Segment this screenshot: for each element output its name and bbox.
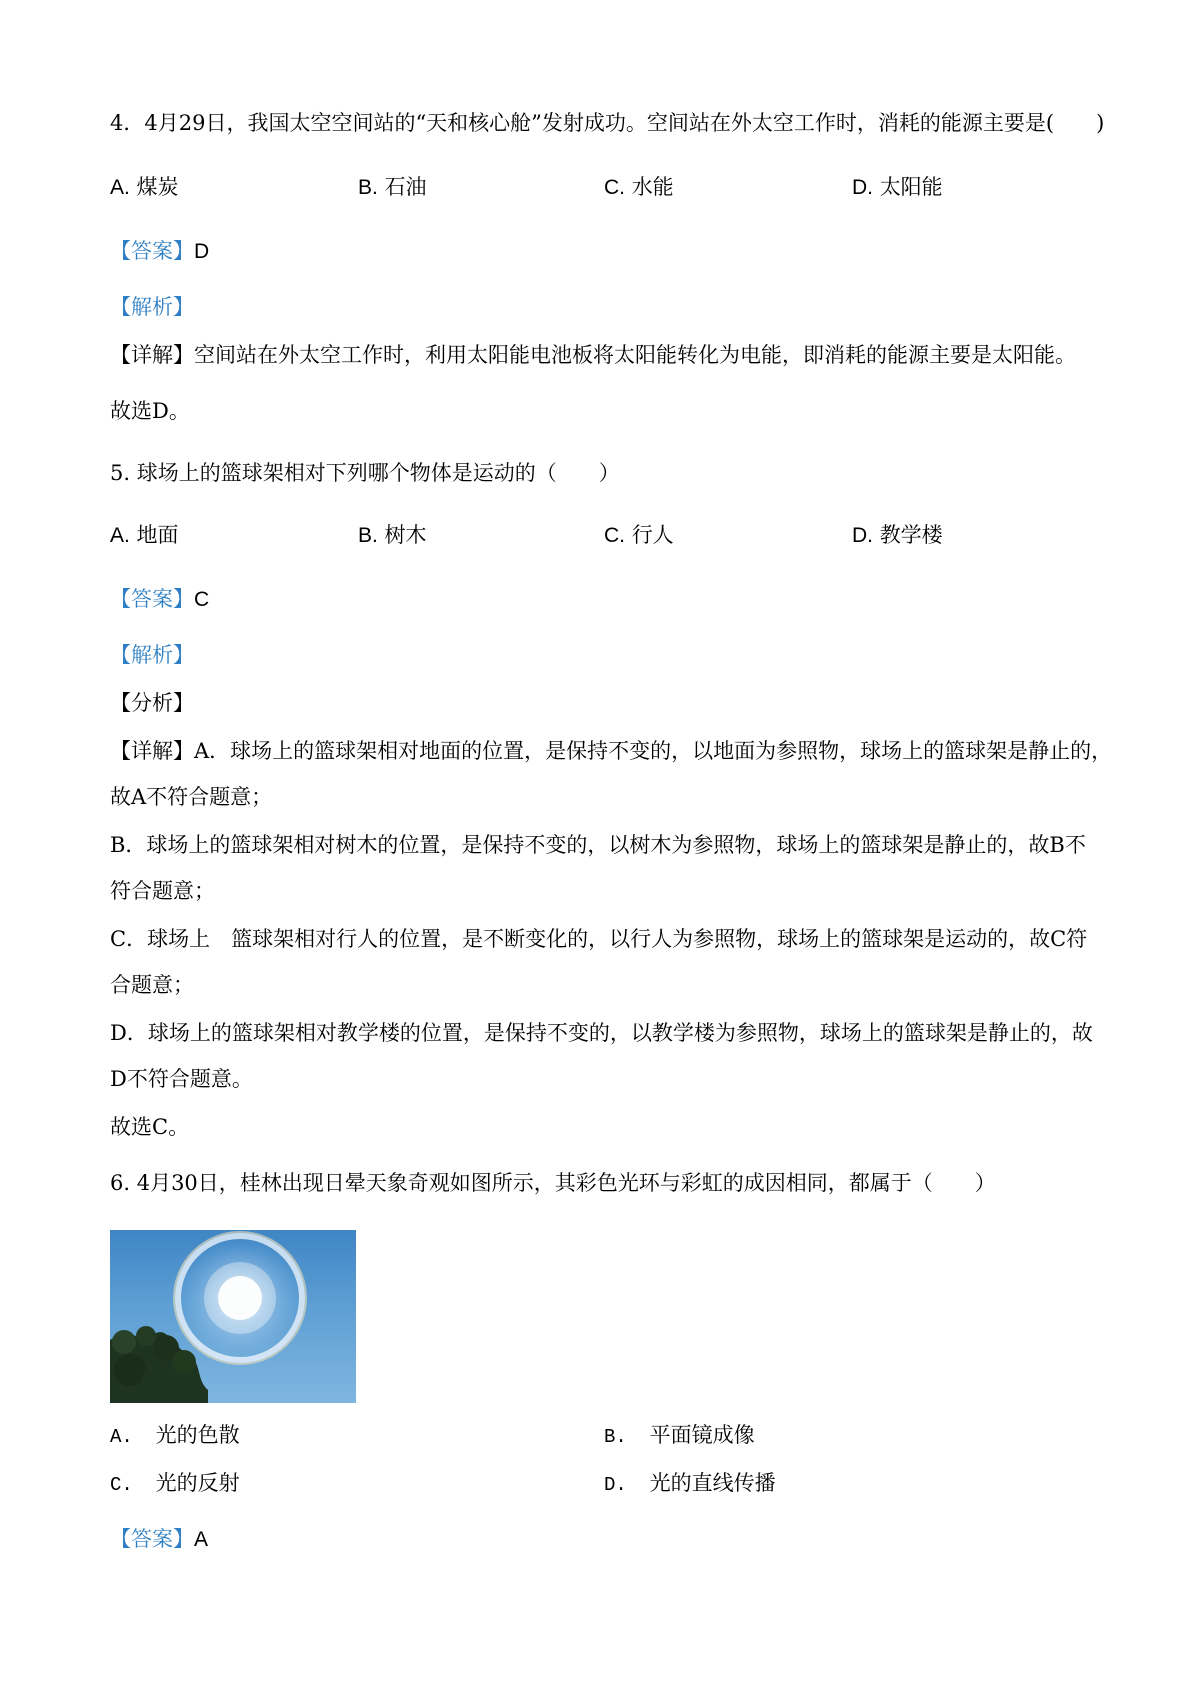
q5-detail-line: C．球场上 篮球架相对行人的位置，是不断变化的，以行人为参照物，球场上的篮球架是运动的，故C符 [110, 927, 1088, 951]
question-5-stem: 5. 球场上的篮球架相对下列哪个物体是运动的（ ） [110, 461, 620, 485]
answer-value: C [194, 588, 210, 611]
q6-option-b: B. 平面镜成像 [604, 1423, 755, 1448]
q5-detail-line: D不符合题意。 [110, 1067, 253, 1091]
q5-detail-line: B．球场上的篮球架相对树木的位置，是保持不变的，以树木为参照物，球场上的篮球架是静止的，故B不 [110, 833, 1086, 857]
answer-value: D [194, 240, 210, 263]
q5-answer [110, 584, 1110, 615]
q4-answer [110, 236, 1110, 267]
answer-tag: 【答案】 [110, 239, 194, 263]
q6-option-d: D. 光的直线传播 [604, 1471, 776, 1496]
q5-option-a: A. 地面 [110, 523, 179, 547]
q5-analysis-heading: 【分析】 [110, 691, 194, 715]
answer-value: A [194, 1528, 209, 1551]
q4-option-a: A. 煤炭 [110, 175, 179, 199]
q5-option-b: B. 树木 [358, 523, 427, 547]
sun-halo-photo [110, 1230, 356, 1403]
q4-detail: 【详解】空间站在外太空工作时，利用太阳能电池板将太阳能转化为电能，即消耗的能源主要是太阳能。 [110, 343, 1076, 367]
q5-detail-line: D．球场上的篮球架相对教学楼的位置，是保持不变的，以教学楼为参照物，球场上的篮球架是静止的，故 [110, 1021, 1093, 1045]
q4-option-c: C. 水能 [604, 175, 674, 199]
question-6-stem: 6. 4月30日，桂林出现日晕天象奇观如图所示，其彩色光环与彩虹的成因相同，都属于（ ） [110, 1171, 996, 1195]
q5-option-d: D. 教学楼 [852, 523, 943, 547]
q5-detail-line: 合题意； [110, 973, 194, 997]
q5-detail-line: 【详解】A．球场上的篮球架相对地面的位置，是保持不变的，以地面为参照物，球场上的篮球架是静止的， [110, 739, 1113, 763]
sun-halo-illustration [110, 1230, 356, 1403]
q4-option-d: D. 太阳能 [852, 175, 943, 199]
q6-option-a: A. 光的色散 [110, 1423, 240, 1448]
q4-option-b: B. 石油 [358, 175, 427, 199]
q5-detail-line: 故A不符合题意； [110, 785, 273, 809]
answer-tag: 【答案】 [110, 1527, 194, 1551]
q4-analysis-tag: 【解析】 [110, 295, 194, 319]
q6-answer [110, 1524, 1110, 1555]
q5-option-c: C. 行人 [604, 523, 674, 547]
q5-detail-line: 符合题意； [110, 879, 215, 903]
q6-option-c: C. 光的反射 [110, 1471, 240, 1496]
q5-conclusion: 故选C。 [110, 1115, 190, 1139]
answer-tag: 【答案】 [110, 587, 194, 611]
q4-conclusion: 故选D。 [110, 399, 190, 423]
q5-analysis-tag: 【解析】 [110, 643, 194, 667]
question-4-stem: 4．4月29日，我国太空空间站的“天和核心舱”发射成功。空间站在外太空工作时，消耗的能源主要是( ) [110, 111, 1105, 135]
